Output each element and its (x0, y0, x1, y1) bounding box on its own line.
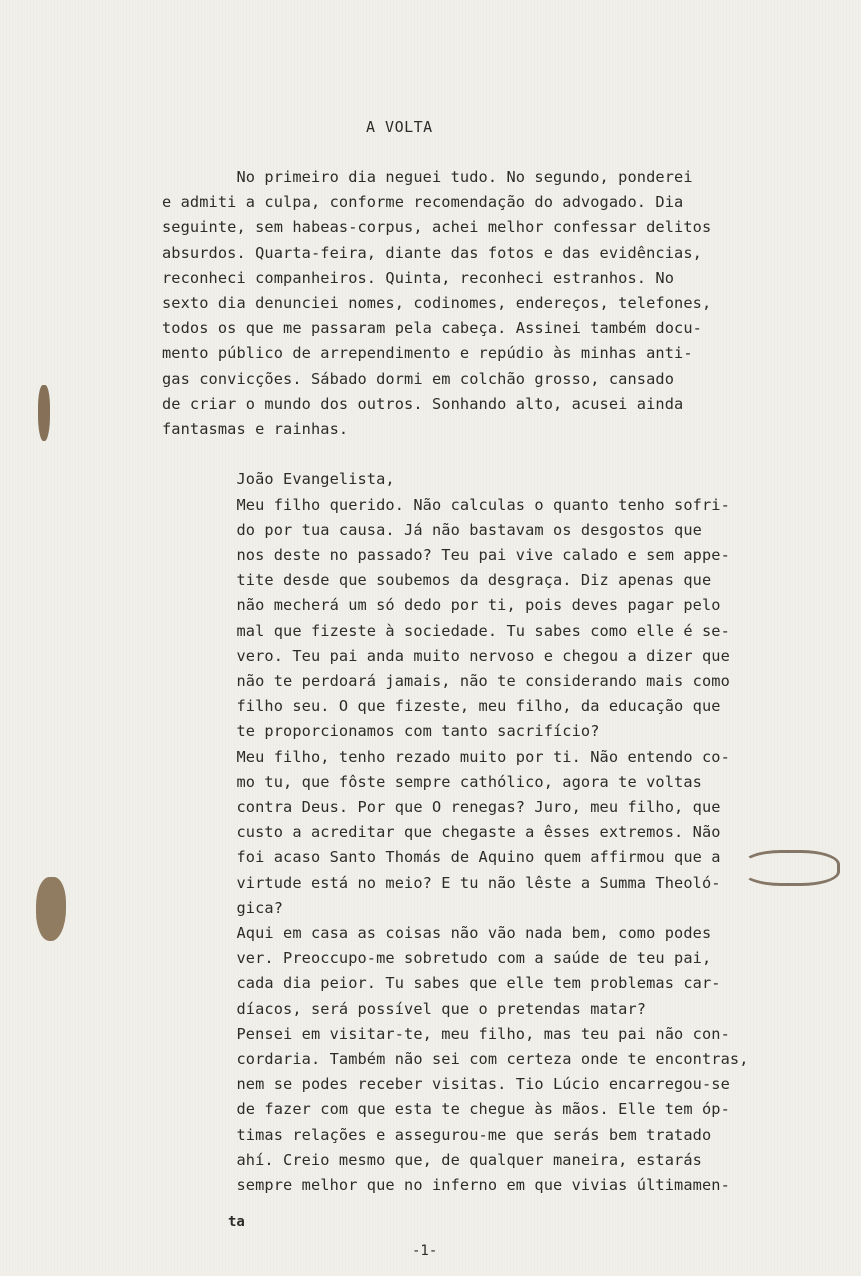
text-line: nem se podes receber visitas. Tio Lúcio encarregou-se (162, 1075, 730, 1094)
text-line: cada dia peior. Tu sabes que elle tem problemas car- (162, 974, 721, 993)
text-line: Pensei em visitar-te, meu filho, mas teu pai não con- (162, 1024, 730, 1043)
text-line: foi acaso Santo Thomás de Aquino quem affirmou que a (162, 848, 721, 867)
text-line: filho seu. O que fizeste, meu filho, da educação que (162, 697, 721, 716)
document-title: A VOLTA (366, 118, 433, 136)
footer-mark: ta (228, 1214, 245, 1230)
stain-right-smudge (742, 850, 840, 886)
text-line: virtude está no meio? E tu não lêste a Summa Theoló- (162, 873, 721, 892)
text-line: sexto dia denunciei nomes, codinomes, endereços, telefones, (162, 294, 712, 312)
stain-left-top (38, 385, 50, 441)
text-line: João Evangelista, (162, 470, 395, 489)
text-line: No primeiro dia neguei tudo. No segundo, ponderei (162, 168, 693, 186)
text-line: timas relações e assegurou-me que serás bem tratado (162, 1125, 712, 1144)
text-line: não mecherá um só dedo por ti, pois deves pagar pelo (162, 596, 721, 615)
text-line: absurdos. Quarta-feira, diante das fotos e das evidências, (162, 243, 702, 262)
text-line: cordaria. Também não sei com certeza onde te encontras, (162, 1050, 749, 1068)
text-line: Meu filho querido. Não calculas o quanto tenho sofri- (162, 495, 730, 514)
text-line: díacos, será possível que o pretendas matar? (162, 999, 647, 1018)
text-line: do por tua causa. Já não bastavam os desgostos que (162, 520, 702, 539)
text-line: contra Deus. Por que O renegas? Juro, meu filho, que (162, 798, 721, 816)
text-line: ahí. Creio mesmo que, de qualquer maneira, estarás (162, 1150, 702, 1169)
text-line: gas convicções. Sábado dormi em colchão grosso, cansado (162, 369, 675, 388)
text-line: todos os que me passaram pela cabeça. Assinei também docu- (162, 319, 702, 338)
text-line: gica? (162, 898, 284, 917)
text-line: Aqui em casa as coisas não vão nada bem, como podes (162, 924, 712, 942)
text-line: mal que fizeste à sociedade. Tu sabes como elle é se- (162, 621, 730, 640)
text-line: nos deste no passado? Teu pai vive calado e sem appe- (162, 546, 730, 564)
text-line: sempre melhor que no inferno em que vivias últimamen- (162, 1176, 730, 1194)
text-line: tite desde que soubemos da desgraça. Diz apenas que (162, 571, 712, 590)
text-line: mo tu, que fôste sempre cathólico, agora te voltas (162, 772, 702, 791)
text-line: reconheci companheiros. Quinta, reconheci estranhos. No (162, 268, 675, 287)
text-line: de criar o mundo dos outros. Sonhando alto, acusei ainda (162, 394, 684, 413)
text-line: não te perdoará jamais, não te considerando mais como (162, 672, 730, 690)
text-line: custo a acreditar que chegaste a êsses extremos. Não (162, 823, 721, 842)
text-line: vero. Teu pai anda muito nervoso e chegou a dizer que (162, 646, 730, 665)
text-line: fantasmas e rainhas. (162, 420, 349, 438)
text-line: e admiti a culpa, conforme recomendação do advogado. Dia (162, 193, 684, 212)
text-line: ver. Preoccupo-me sobretudo com a saúde de teu pai, (162, 949, 712, 968)
page-number: -1- (412, 1243, 438, 1259)
stain-left-bottom (36, 877, 66, 941)
text-line: mento público de arrependimento e repúdio às minhas anti- (162, 344, 693, 363)
text-line: te proporcionamos com tanto sacrifício? (162, 722, 600, 741)
text-line: seguinte, sem habeas-corpus, achei melhor confessar delitos (162, 218, 712, 237)
text-line: de fazer com que esta te chegue às mãos. Elle tem óp- (162, 1100, 730, 1119)
text-line: Meu filho, tenho rezado muito por ti. Não entendo co- (162, 747, 730, 766)
